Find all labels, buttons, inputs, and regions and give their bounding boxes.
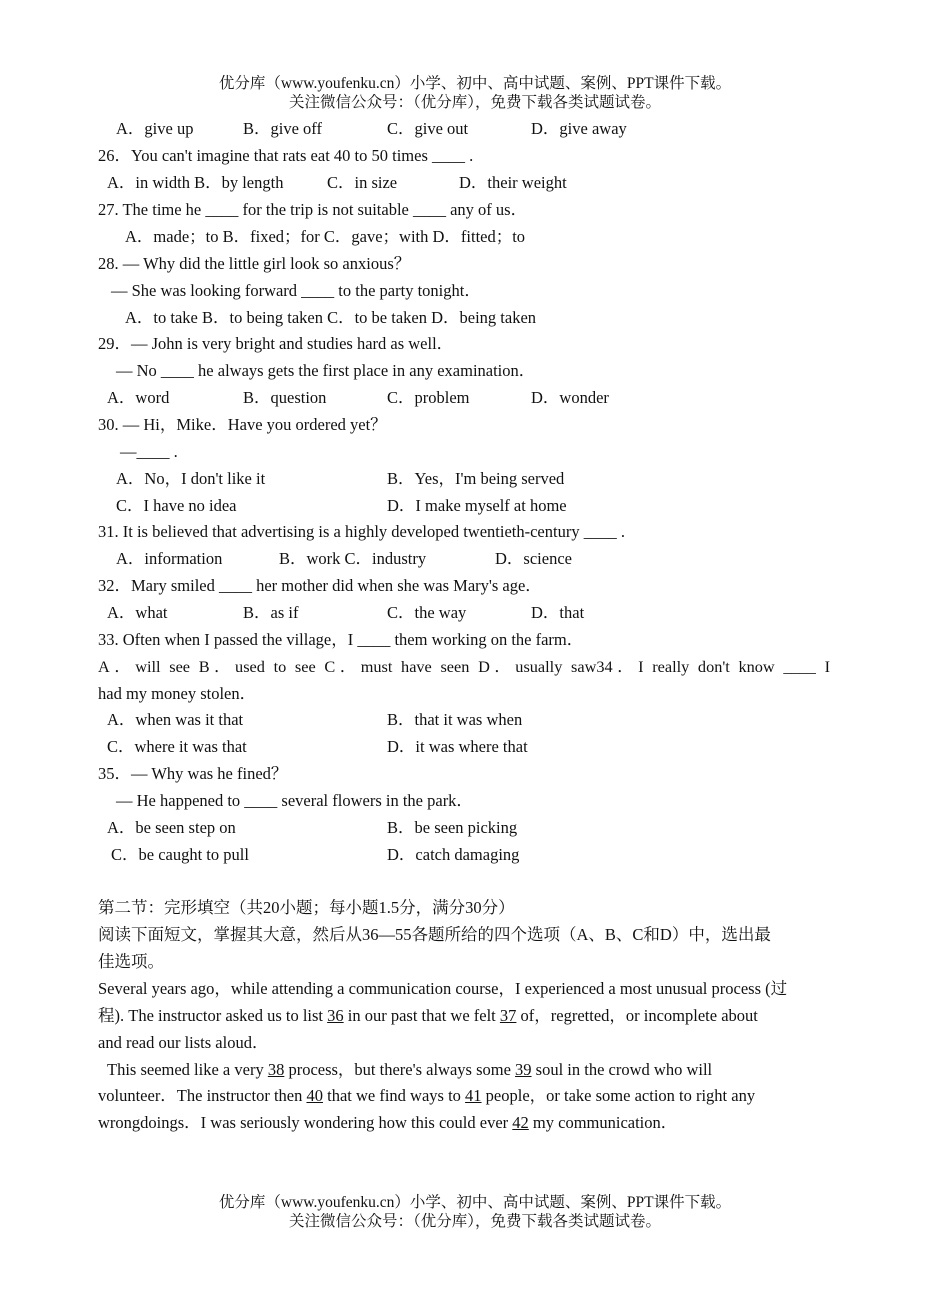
q27-options: A．made；to B．fixed；for C．gave；with D．fitted；to: [125, 227, 526, 246]
q32-stem: 32．Mary smiled ____ her mother did when she was Mary's age．: [98, 576, 542, 595]
q31-options-bc: B．work C．industry: [279, 549, 427, 568]
passage-text: 程). The instructor asked us to list: [98, 1006, 328, 1025]
passage-text: wrongdoings．I was seriously wondering how this could ever: [98, 1113, 513, 1132]
passage-line: [98, 1086, 755, 1106]
q32-option-c: C．the way: [387, 603, 467, 622]
q30-reply: —____ .: [120, 442, 178, 461]
passage-line: Several years ago，while attending a communication course，I experienced a most unusual process (过: [98, 979, 788, 998]
passage-text: soul in the crowd who will: [531, 1060, 713, 1079]
passage-text: that we find ways to: [322, 1086, 466, 1105]
q29-option-a: A．word: [107, 388, 170, 407]
q35-option-b: B．be seen picking: [387, 818, 518, 837]
q29-option-d: D．wonder: [531, 388, 609, 407]
passage-line: [107, 1060, 712, 1080]
section2-instructions-line2: 佳选项。: [98, 952, 164, 971]
q35-stem: 35．— Why was he fined？: [98, 764, 288, 783]
q34-option-b: B．that it was when: [387, 710, 523, 729]
blank-40: 40: [306, 1086, 323, 1105]
q34-option-c: C．where it was that: [107, 737, 247, 756]
passage-text: process，but there's always some: [284, 1060, 516, 1079]
passage-text: This seemed like a very: [107, 1060, 268, 1079]
q31-option-d: D．science: [495, 549, 572, 568]
passage-text: my communication．: [528, 1113, 678, 1132]
q26-option-c: C．in size: [327, 173, 398, 192]
q32-option-a: A．what: [107, 603, 168, 622]
blank-39: 39: [515, 1060, 532, 1079]
passage-text: volunteer．The instructor then: [98, 1086, 307, 1105]
q26-option-d: D．their weight: [459, 173, 567, 192]
q25-option-c: C．give out: [387, 119, 469, 138]
q32-option-b: B．as if: [243, 603, 299, 622]
passage-line: and read our lists aloud．: [98, 1033, 269, 1052]
q31-stem: 31. It is believed that advertising is a highly developed twentieth-century ____ .: [98, 522, 625, 541]
q30-option-a: A．No，I don't like it: [116, 469, 266, 488]
q33-stem: 33. Often when I passed the village，I ____ them working on the farm．: [98, 630, 584, 649]
blank-37: 37: [499, 1006, 517, 1025]
q30-option-b: B．Yes，I'm being served: [387, 469, 565, 488]
q30-option-d: D．I make myself at home: [387, 496, 567, 515]
q35-reply: — He happened to ____ several flowers in the park．: [116, 791, 473, 810]
passage-text: in our past that we felt: [343, 1006, 500, 1025]
q28-options: A．to take B．to being taken C．to be taken D．being taken: [125, 308, 537, 327]
section2-instructions-line1: 阅读下面短文，掌握其大意，然后从36—55各题所给的四个选项（A、B、C和D）中，选出最: [98, 925, 771, 944]
q29-option-c: C．problem: [387, 388, 470, 407]
q34-option-d: D．it was where that: [387, 737, 528, 756]
q26-options-ab: A．in width B．by length: [107, 173, 284, 192]
blank-36: 36: [327, 1006, 344, 1025]
q28-stem: 28. — Why did the little girl look so anxious？: [98, 254, 411, 273]
q25-option-a: A．give up: [116, 119, 194, 138]
page-header-line1: 优分库（www.youfenku.cn）小学、初中、高中试题、案例、PPT课件下载。: [218, 75, 732, 92]
q29-stem: 29．— John is very bright and studies hard as well．: [98, 334, 454, 353]
q33-options-q34-stem: A．will see B．used to see C．must have seen D．usually saw34．I really don't know ____ I: [98, 657, 830, 676]
q25-option-b: B．give off: [243, 119, 322, 138]
q32-option-d: D．that: [531, 603, 585, 622]
q30-stem: 30. — Hi，Mike．Have you ordered yet？: [98, 415, 387, 434]
q27-stem: 27. The time he ____ for the trip is not suitable ____ any of us．: [98, 200, 528, 219]
q35-option-d: D．catch damaging: [387, 845, 520, 864]
passage-line: [98, 1113, 677, 1133]
page-footer-line1: 优分库（www.youfenku.cn）小学、初中、高中试题、案例、PPT课件下载。: [218, 1194, 732, 1211]
q29-option-b: B．question: [243, 388, 327, 407]
q29-reply: — No ____ he always gets the first place in any examination．: [116, 361, 536, 380]
blank-38: 38: [267, 1060, 285, 1079]
q28-reply: — She was looking forward ____ to the party tonight．: [111, 281, 481, 300]
page-footer-line2: 关注微信公众号：（优分库），免费下载各类试题试卷。: [288, 1213, 661, 1230]
section2-title: 第二节：完形填空（共20小题；每小题1.5分，满分30分）: [98, 898, 515, 917]
q35-option-c: C．be caught to pull: [111, 845, 249, 864]
q26-stem: 26．You can't imagine that rats eat 40 to 50 times ____ .: [98, 146, 474, 165]
passage-line: [98, 1006, 758, 1026]
page-header-line2: 关注微信公众号：（优分库），免费下载各类试题试卷。: [288, 94, 661, 111]
q31-option-a: A．information: [116, 549, 223, 568]
q30-option-c: C．I have no idea: [116, 496, 237, 515]
q34-stem-continued: had my money stolen．: [98, 684, 257, 703]
passage-text: of，regretted，or incomplete about: [516, 1006, 758, 1025]
q34-option-a: A．when was it that: [107, 710, 244, 729]
q35-option-a: A．be seen step on: [107, 818, 236, 837]
blank-42: 42: [512, 1113, 529, 1132]
blank-41: 41: [465, 1086, 482, 1105]
q25-option-d: D．give away: [531, 119, 627, 138]
passage-text: people，or take some action to right any: [481, 1086, 756, 1105]
